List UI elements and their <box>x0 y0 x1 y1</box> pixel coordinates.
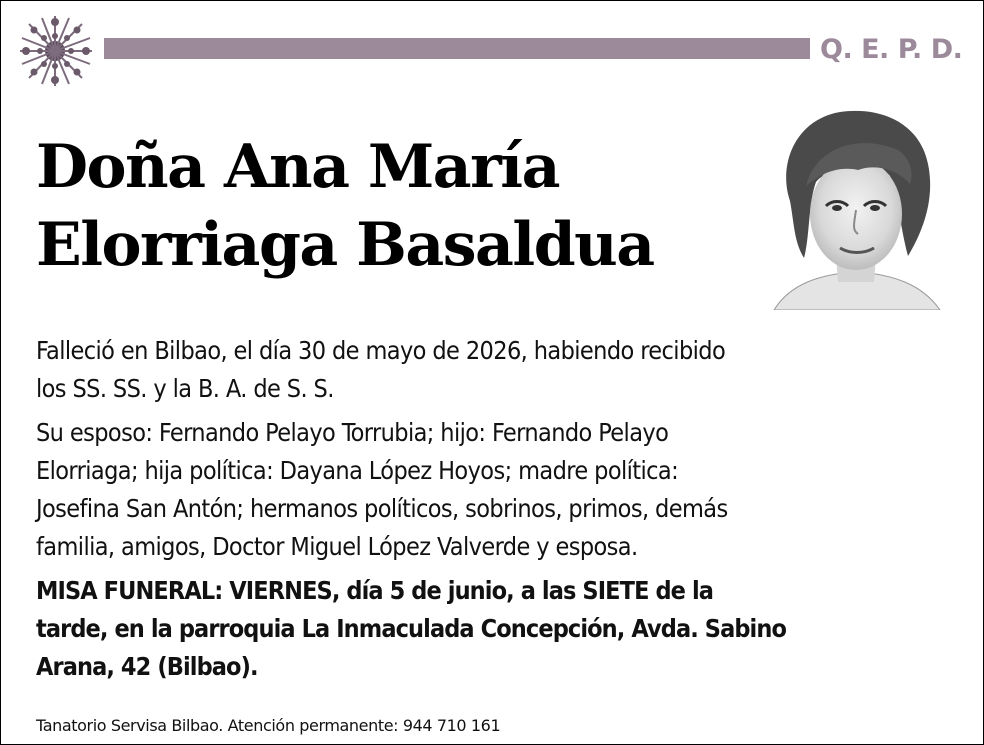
family-line-2: Elorriaga; hija política: Dayana López Hoyos; madre política: <box>36 456 679 485</box>
funeral-line-2: tarde, en la parroquia La Inmaculada Concepción, Avda. Sabino <box>36 614 787 643</box>
funeral-paragraph <box>36 572 956 686</box>
name-line-2: Elorriaga Basaldua <box>36 210 654 280</box>
floral-ornament-icon <box>14 12 96 90</box>
header-rule <box>104 38 810 59</box>
funeral-line-3: Arana, 42 (Bilbao). <box>36 652 258 681</box>
funeral-home-footer: Tanatorio Servisa Bilbao. Atención permanente: 944 710 161 <box>36 716 501 735</box>
family-line-1: Su esposo: Fernando Pelayo Torrubia; hijo: Fernando Pelayo <box>36 418 669 447</box>
death-notice-line-1: Falleció en Bilbao, el día 30 de mayo de 2026, habiendo recibido <box>36 336 726 365</box>
death-notice-line-2: los SS. SS. y la B. A. de S. S. <box>36 374 334 403</box>
portrait-photo <box>770 106 942 310</box>
death-notice-paragraph <box>36 332 956 408</box>
funeral-line-1: MISA FUNERAL: VIERNES, día 5 de junio, a las SIETE de la <box>36 576 714 605</box>
family-line-3: Josefina San Antón; hermanos políticos, sobrinos, primos, demás <box>36 494 728 523</box>
deceased-name <box>36 128 756 284</box>
qepd-heading: Q. E. P. D. <box>820 34 963 65</box>
family-paragraph <box>36 414 956 566</box>
family-line-4: familia, amigos, Doctor Miguel López Valverde y esposa. <box>36 532 638 561</box>
name-line-1: Doña Ana María <box>36 132 559 202</box>
